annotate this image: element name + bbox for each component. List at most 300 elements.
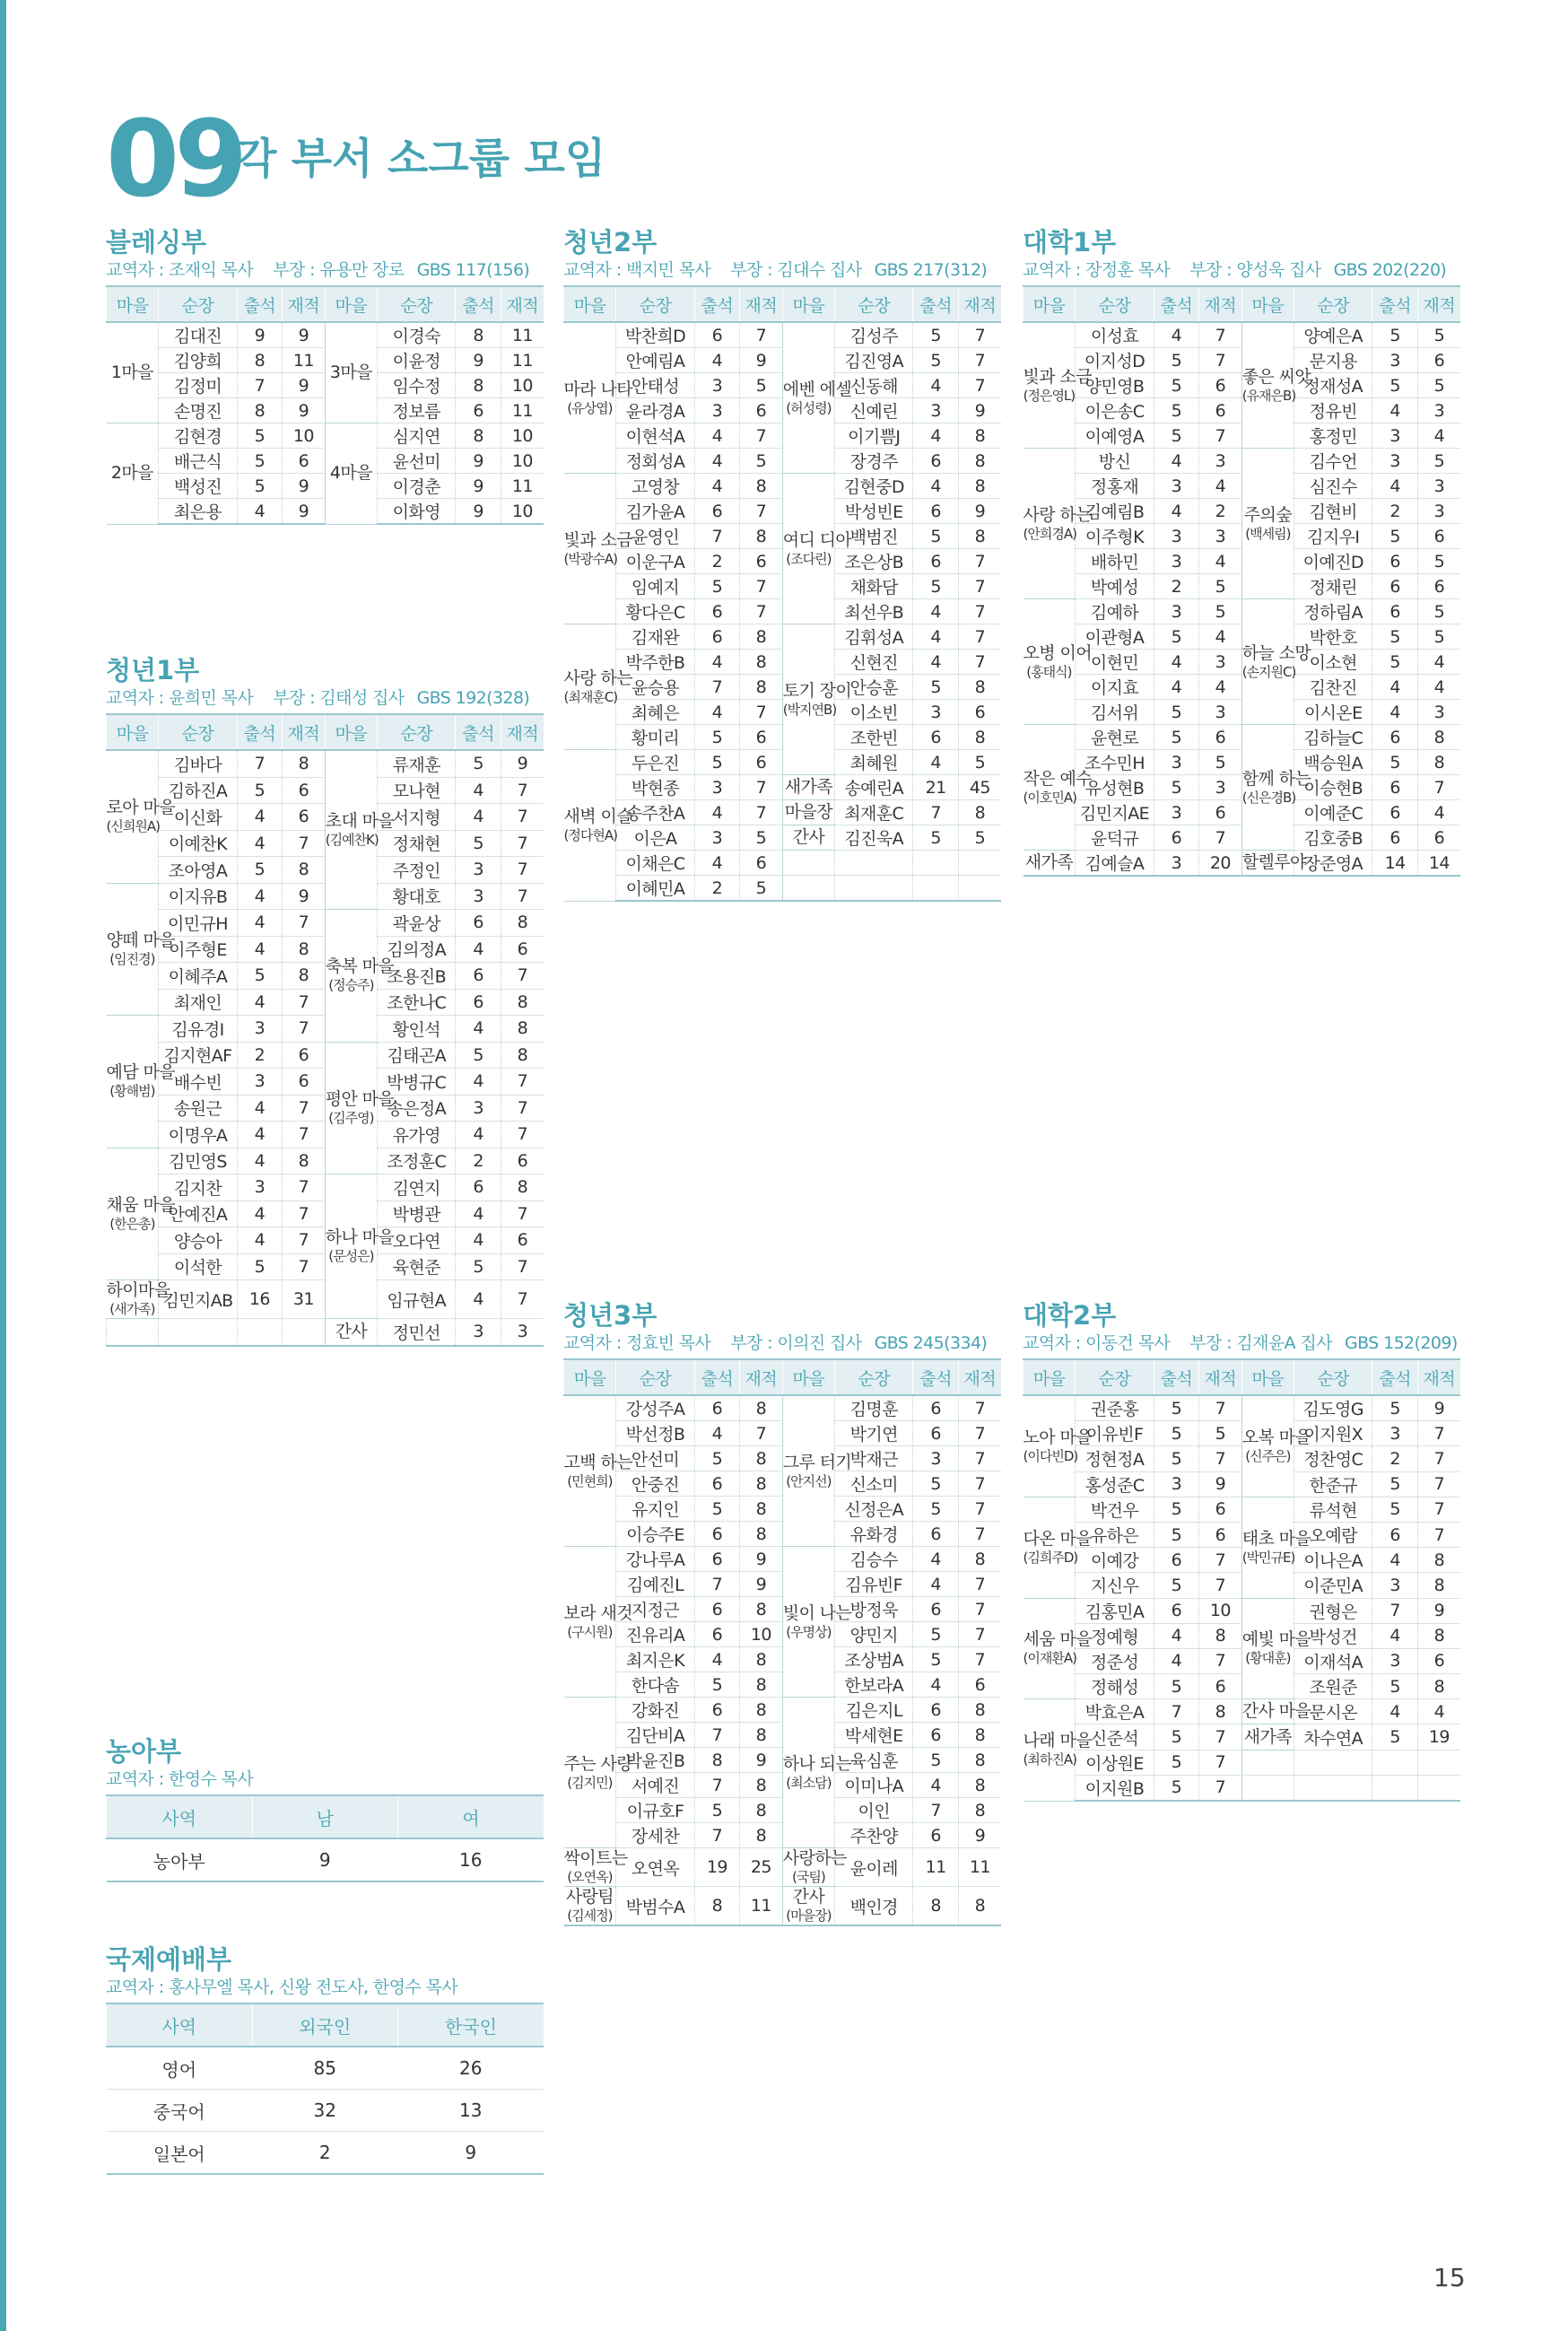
- leader-name: 김태곤A: [378, 1042, 456, 1069]
- leader-name: 이명우A: [159, 1122, 237, 1148]
- enrolled: 8: [740, 1395, 783, 1421]
- village-leader: (새가족): [109, 1301, 155, 1317]
- leader-name: 이혜주A: [159, 963, 237, 990]
- attendance: 3: [1154, 524, 1198, 549]
- village-name: 오병 이어: [1023, 642, 1092, 663]
- header-row: [1024, 1359, 1461, 1395]
- empty-cell: [1241, 1775, 1294, 1801]
- block-univ1: [1023, 226, 1460, 877]
- leader-info: 부장 : 김대수 집사: [730, 260, 862, 280]
- count-value: 16: [398, 1838, 544, 1881]
- attendance: 9: [456, 474, 501, 499]
- header-row: [564, 1359, 1002, 1395]
- enrolled: 7: [740, 499, 783, 524]
- leader-name: 박병관: [378, 1200, 456, 1227]
- attendance: 6: [913, 499, 958, 524]
- pastor-info: 교역자 : 윤희민 목사: [106, 688, 254, 708]
- leader-name: 송원근: [159, 1095, 237, 1122]
- attendance: 3: [237, 1174, 282, 1201]
- enrolled: 7: [1199, 423, 1242, 449]
- leader-name: 조수민H: [1076, 750, 1154, 775]
- enrolled: 5: [1199, 599, 1242, 624]
- attendance: 5: [694, 725, 739, 750]
- department-info: [563, 258, 1001, 285]
- village-name: 하나 되는: [782, 1753, 852, 1774]
- attendance: 6: [1372, 599, 1417, 624]
- enrolled: 4: [1199, 624, 1242, 650]
- enrolled: 7: [1199, 1750, 1242, 1775]
- pastor-info: 교역자 : 이동건 목사: [1023, 1333, 1171, 1353]
- enrolled: 8: [501, 1016, 544, 1043]
- enrolled: 10: [501, 499, 544, 525]
- village-cell: [325, 1042, 395, 1174]
- leader-name: 송은정A: [378, 1095, 456, 1122]
- enrolled: 10: [740, 1622, 783, 1647]
- attendance: 4: [913, 1672, 958, 1698]
- column-header: 여: [398, 1795, 544, 1838]
- table-row: [1024, 322, 1461, 348]
- attendance: 4: [237, 1200, 282, 1227]
- enrolled: 6: [283, 1042, 326, 1069]
- leader-name: 이화영: [378, 499, 456, 525]
- leader-name: 유화경: [835, 1522, 913, 1547]
- leader-name: 주찬양: [835, 1823, 913, 1848]
- leader-name: 이예찬K: [159, 830, 237, 857]
- village-leader: (박민규E): [1241, 1549, 1295, 1566]
- leader-name: 육현준: [378, 1253, 456, 1280]
- attendance: 5: [237, 777, 282, 804]
- attendance: 6: [694, 1471, 739, 1497]
- attendance: 4: [237, 883, 282, 910]
- table-row: [564, 1698, 1002, 1723]
- enrolled: 9: [958, 499, 1001, 524]
- count-value: 32: [252, 2090, 398, 2132]
- department-info: [1023, 1331, 1460, 1358]
- attendance: 6: [913, 1395, 958, 1421]
- village-name: 하늘 소망: [1241, 642, 1311, 663]
- attendance: 4: [1154, 1648, 1198, 1673]
- village-leader: (최재훈C): [563, 688, 618, 705]
- enrolled: 5: [740, 825, 783, 851]
- count-value: 13: [398, 2090, 544, 2132]
- attendance: 8: [913, 1887, 958, 1926]
- leader-name: 이은송C: [1076, 398, 1154, 423]
- attendance: 5: [913, 825, 958, 851]
- leader-name: 박기연: [835, 1421, 913, 1446]
- leader-name: 강성주A: [616, 1395, 694, 1421]
- group-table: [106, 713, 544, 1347]
- enrolled: 5: [1199, 574, 1242, 599]
- department-info: [563, 1331, 1001, 1358]
- enrolled: 10: [501, 423, 544, 449]
- column-header: 재적: [1199, 286, 1242, 322]
- leader-name: 유성현B: [1076, 775, 1154, 800]
- enrolled: 3: [1417, 499, 1460, 524]
- attendance: 5: [1372, 750, 1417, 775]
- summary-table: [106, 1794, 544, 1882]
- leader-name: 배하민: [1076, 549, 1154, 574]
- leader-name: 김대진: [159, 322, 237, 348]
- enrolled: 7: [958, 348, 1001, 373]
- pastor-info: 교역자 : 장정훈 목사: [1023, 260, 1171, 280]
- attendance: 4: [1154, 675, 1198, 700]
- village-leader: (한은총): [109, 1215, 155, 1232]
- enrolled: 8: [740, 650, 783, 675]
- attendance: 5: [1154, 1421, 1198, 1446]
- enrolled: 8: [958, 675, 1001, 700]
- leader-name: 박주한B: [616, 650, 694, 675]
- leader-name: 박효은A: [1076, 1699, 1154, 1724]
- header-row: [1024, 286, 1461, 322]
- attendance: 7: [694, 1723, 739, 1748]
- leader-name: 이예영A: [1076, 423, 1154, 449]
- attendance: 5: [913, 524, 958, 549]
- attendance: 3: [1154, 800, 1198, 825]
- village-cell: [1024, 851, 1076, 877]
- leader-name: 이채은C: [616, 851, 694, 876]
- attendance: 2: [694, 549, 739, 574]
- enrolled: 7: [501, 1095, 544, 1122]
- attendance: 4: [913, 1547, 958, 1572]
- attendance: 6: [1154, 825, 1198, 851]
- leader-name: 김지찬: [159, 1174, 237, 1201]
- enrolled: 8: [283, 963, 326, 990]
- enrolled: 10: [501, 373, 544, 398]
- leader-name: 윤현로: [1076, 725, 1154, 750]
- attendance: 9: [237, 322, 282, 348]
- village-cell: [564, 1887, 616, 1926]
- enrolled: 7: [1417, 775, 1460, 800]
- enrolled: 11: [283, 348, 326, 373]
- empty-cell: [159, 1319, 237, 1346]
- column-header: 출석: [237, 714, 282, 750]
- enrolled: 8: [1417, 1573, 1460, 1598]
- column-header: 출석: [1154, 1359, 1198, 1395]
- attendance: 6: [913, 1597, 958, 1622]
- attendance: 5: [913, 1497, 958, 1522]
- department-info: [106, 686, 544, 713]
- leader-name: 강나루A: [616, 1547, 694, 1572]
- leader-name: 윤덕규: [1076, 825, 1154, 851]
- leader-name: 서예진: [616, 1773, 694, 1798]
- attendance: 5: [1372, 1395, 1417, 1421]
- department-info: [106, 1768, 544, 1794]
- column-header: 재적: [1199, 1359, 1242, 1395]
- attendance: 5: [694, 1497, 739, 1522]
- table-row: [564, 1887, 1002, 1926]
- attendance: 4: [1154, 1623, 1198, 1648]
- leader-name: 진유리A: [616, 1622, 694, 1647]
- attendance: 7: [694, 675, 739, 700]
- column-header: 재적: [501, 286, 544, 322]
- table-row: [107, 2132, 544, 2175]
- leader-name: 김지현AF: [159, 1042, 237, 1069]
- empty-cell: [913, 876, 958, 902]
- attendance: 7: [237, 373, 282, 398]
- enrolled: 6: [283, 804, 326, 831]
- attendance: 8: [694, 1887, 739, 1926]
- pastor-info: 교역자 : 정효빈 목사: [563, 1333, 711, 1353]
- leader-name: 윤영인: [616, 524, 694, 549]
- enrolled: 7: [283, 1227, 326, 1254]
- attendance: 9: [456, 449, 501, 474]
- leader-name: 홍성준C: [1076, 1471, 1154, 1497]
- village-name: 평안 마을: [325, 1088, 395, 1109]
- leader-name: 신예린: [835, 398, 913, 423]
- village-cell: [1023, 449, 1092, 599]
- leader-name: 안선미: [616, 1446, 694, 1471]
- attendance: 5: [237, 449, 282, 474]
- column-header: 마을: [1241, 286, 1294, 322]
- attendance: 4: [1154, 449, 1198, 474]
- village-cell: [106, 883, 175, 1016]
- table-row: [564, 1547, 1002, 1572]
- leader-name: 신준석: [1076, 1724, 1154, 1750]
- enrolled: 6: [740, 549, 783, 574]
- attendance: 5: [1154, 1497, 1198, 1522]
- leader-name: 류재훈: [378, 750, 456, 777]
- attendance: 5: [1154, 1395, 1198, 1421]
- enrolled: 7: [958, 1572, 1001, 1597]
- leader-name: 이은A: [616, 825, 694, 851]
- enrolled: 5: [1417, 624, 1460, 650]
- leader-name: 조원준: [1294, 1674, 1372, 1699]
- attendance: 4: [237, 936, 282, 963]
- village-cell: [782, 1698, 852, 1848]
- leader-name: 박윤진B: [616, 1748, 694, 1773]
- enrolled: 7: [283, 1174, 326, 1201]
- attendance: 6: [1372, 825, 1417, 851]
- section-title: 각 부서 소그룹 모임: [236, 135, 606, 184]
- attendance: 7: [694, 1773, 739, 1798]
- column-header: 출석: [913, 1359, 958, 1395]
- enrolled: 19: [1417, 1724, 1460, 1750]
- attendance: 7: [237, 750, 282, 777]
- village-leader: (정은영L): [1023, 387, 1076, 404]
- leader-name: 양민영B: [1076, 373, 1154, 398]
- enrolled: 8: [740, 1471, 783, 1497]
- attendance: 2: [456, 1148, 501, 1174]
- village-cell: [782, 474, 852, 624]
- column-header: 순장: [835, 1359, 913, 1395]
- gbs-count: GBS 117(156): [416, 260, 530, 280]
- enrolled: 8: [283, 1148, 326, 1174]
- attendance: 5: [1372, 1471, 1417, 1497]
- enrolled: 7: [740, 599, 783, 624]
- attendance: 5: [237, 963, 282, 990]
- enrolled: 7: [1199, 1395, 1242, 1421]
- attendance: 3: [237, 1016, 282, 1043]
- enrolled: 6: [958, 700, 1001, 725]
- village-cell: [325, 1174, 395, 1319]
- village-cell: [1241, 1598, 1311, 1699]
- village-leader: (신희원A): [106, 818, 160, 835]
- enrolled: 7: [501, 1280, 544, 1319]
- village-leader: (국팀): [792, 1869, 825, 1885]
- leader-name: 양승아: [159, 1227, 237, 1254]
- attendance: 4: [694, 1647, 739, 1672]
- ministry-name: 농아부: [107, 1838, 253, 1881]
- pastor-info: 교역자 : 조재익 목사: [106, 260, 254, 280]
- table-row: [564, 322, 1002, 348]
- attendance: 4: [694, 1421, 739, 1446]
- enrolled: 7: [501, 804, 544, 831]
- attendance: 6: [913, 1723, 958, 1748]
- village-cell: [782, 800, 834, 825]
- leader-name: 최혜원: [835, 750, 913, 775]
- attendance: 5: [237, 857, 282, 884]
- leader-name: 이경숙: [378, 322, 456, 348]
- enrolled: 6: [1199, 398, 1242, 423]
- attendance: 3: [1372, 348, 1417, 373]
- attendance: 14: [1372, 851, 1417, 877]
- count-value: 9: [398, 2132, 544, 2175]
- leader-name: 이경춘: [378, 474, 456, 499]
- leader-name: 임예지: [616, 574, 694, 599]
- column-header: 순장: [1294, 286, 1372, 322]
- enrolled: 8: [740, 1597, 783, 1622]
- enrolled: 9: [958, 398, 1001, 423]
- village-name: 새가족: [1024, 852, 1074, 872]
- enrolled: 7: [1199, 825, 1242, 851]
- leader-name: 장경주: [835, 449, 913, 474]
- village-name: 빛이 나는: [782, 1602, 852, 1623]
- column-header: 출석: [694, 286, 739, 322]
- attendance: 4: [237, 989, 282, 1016]
- enrolled: 7: [958, 549, 1001, 574]
- department-title: 농아부: [106, 1736, 182, 1767]
- attendance: 6: [913, 725, 958, 750]
- enrolled: 7: [1199, 1573, 1242, 1598]
- enrolled: 6: [1417, 574, 1460, 599]
- leader-name: 배수빈: [159, 1069, 237, 1096]
- leader-name: 정찬영C: [1294, 1446, 1372, 1471]
- village-name: 좋은 씨앗: [1241, 366, 1311, 387]
- leader-name: 김민지AB: [159, 1280, 237, 1319]
- village-name: 1마을: [110, 362, 153, 382]
- column-header: 순장: [1076, 286, 1154, 322]
- empty-cell: [913, 851, 958, 876]
- attendance: 5: [237, 474, 282, 499]
- enrolled: 7: [740, 574, 783, 599]
- village-leader: (유재은B): [1241, 387, 1296, 404]
- enrolled: 8: [1417, 750, 1460, 775]
- group-table: [563, 1358, 1001, 1926]
- enrolled: 7: [958, 1622, 1001, 1647]
- empty-cell: [1372, 1775, 1417, 1801]
- leader-name: 김예진L: [616, 1572, 694, 1597]
- attendance: 4: [913, 599, 958, 624]
- attendance: 7: [913, 800, 958, 825]
- village-cell: [563, 474, 632, 624]
- enrolled: 31: [283, 1280, 326, 1319]
- block-intl: [106, 1943, 544, 2175]
- attendance: 8: [237, 398, 282, 423]
- table-row: [1024, 725, 1461, 750]
- enrolled: 3: [1199, 524, 1242, 549]
- enrolled: 5: [1417, 599, 1460, 624]
- pastor-info: 교역자 : 백지민 목사: [563, 260, 711, 280]
- enrolled: 7: [501, 1069, 544, 1096]
- page-number: 15: [1433, 2263, 1466, 2292]
- leader-name: 김의정A: [378, 936, 456, 963]
- enrolled: 8: [740, 1823, 783, 1848]
- enrolled: 7: [283, 989, 326, 1016]
- column-header: 마을: [325, 714, 377, 750]
- ministry-name: 중국어: [107, 2090, 253, 2132]
- leader-name: 유하은: [1076, 1522, 1154, 1547]
- enrolled: 7: [1417, 1471, 1460, 1497]
- attendance: 6: [694, 1698, 739, 1723]
- enrolled: 6: [283, 449, 326, 474]
- attendance: 5: [1154, 775, 1198, 800]
- village-cell: [563, 1547, 632, 1698]
- leader-info: 부장 : 이의진 집사: [730, 1333, 862, 1353]
- village-name: 새벽 이슬: [563, 806, 632, 826]
- village-name: 간사: [792, 827, 825, 847]
- leader-name: 정유빈: [1294, 398, 1372, 423]
- attendance: 5: [1154, 373, 1198, 398]
- attendance: 5: [1154, 398, 1198, 423]
- enrolled: 8: [958, 1887, 1001, 1926]
- attendance: 3: [913, 1446, 958, 1471]
- village-cell: [325, 750, 395, 910]
- column-header: 재적: [1417, 286, 1460, 322]
- village-name: 노아 마을: [1023, 1427, 1092, 1447]
- leader-name: 안승훈: [835, 675, 913, 700]
- enrolled: 8: [740, 1446, 783, 1471]
- leader-name: 박범수A: [616, 1887, 694, 1926]
- enrolled: 8: [958, 1798, 1001, 1823]
- attendance: 5: [1372, 322, 1417, 348]
- leader-name: 심지연: [378, 423, 456, 449]
- leader-name: 이나은A: [1294, 1548, 1372, 1573]
- leader-name: 김현경: [159, 423, 237, 449]
- attendance: 4: [1372, 1699, 1417, 1724]
- column-header: 사역: [107, 2004, 253, 2047]
- village-leader: (이호민A): [1023, 789, 1076, 806]
- leader-name: 한다솜: [616, 1672, 694, 1698]
- table-row: [107, 1319, 544, 1346]
- leader-name: 이인: [835, 1798, 913, 1823]
- gbs-count: GBS 192(328): [416, 688, 530, 708]
- village-name: 태초 마을: [1241, 1528, 1311, 1549]
- enrolled: 7: [1199, 1648, 1242, 1673]
- table-row: [107, 750, 544, 777]
- attendance: 5: [1154, 1522, 1198, 1547]
- table-row: [564, 825, 1002, 851]
- village-name: 간사: [792, 1887, 825, 1907]
- enrolled: 8: [958, 1748, 1001, 1773]
- attendance: 6: [694, 1597, 739, 1622]
- attendance: 5: [1154, 1573, 1198, 1598]
- enrolled: 7: [958, 624, 1001, 650]
- leader-info: 부장 : 김태성 집사: [273, 688, 405, 708]
- attendance: 3: [1372, 449, 1417, 474]
- gbs-count: GBS 202(220): [1333, 260, 1447, 280]
- leader-name: 양예은A: [1294, 322, 1372, 348]
- village-cell: [325, 910, 395, 1043]
- leader-name: 강화진: [616, 1698, 694, 1723]
- table-row: [564, 851, 1002, 876]
- enrolled: 5: [958, 750, 1001, 775]
- leader-name: 김연지: [378, 1174, 456, 1201]
- enrolled: 6: [740, 398, 783, 423]
- attendance: 9: [456, 348, 501, 373]
- leader-name: 정채현: [378, 830, 456, 857]
- column-header: 출석: [1154, 286, 1198, 322]
- leader-name: 두은진: [616, 750, 694, 775]
